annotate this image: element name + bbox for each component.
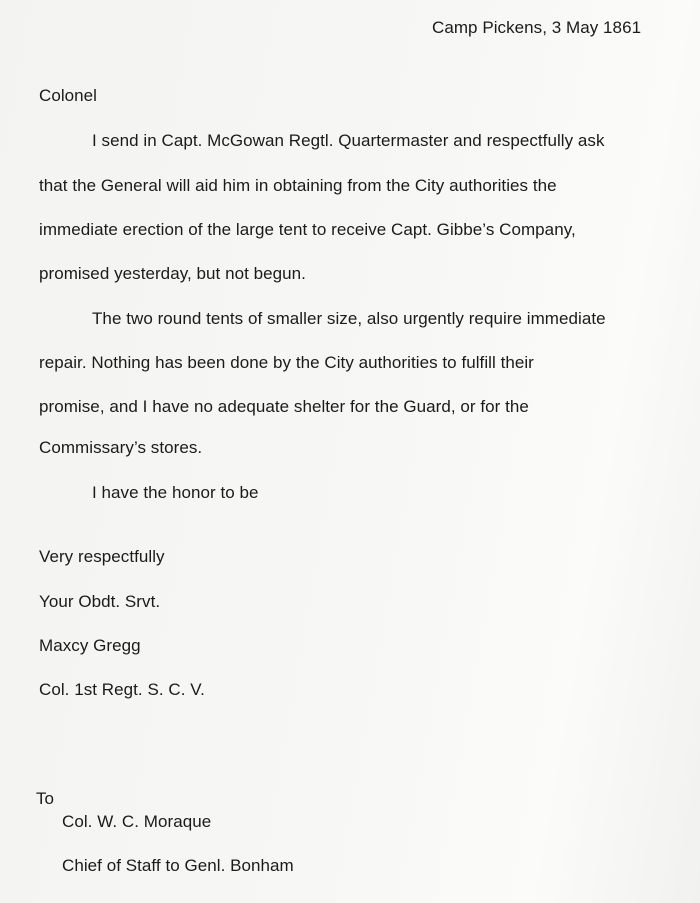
address-to: To	[36, 789, 55, 808]
salutation: Colonel	[39, 86, 97, 105]
closing-line: Very respectfully	[39, 547, 165, 566]
body-line: repair. Nothing has been done by the City authorities to fulfill their	[39, 353, 534, 372]
address-line: Col. W. C. Moraque	[62, 812, 212, 831]
dateline: Camp Pickens, 3 May 1861	[432, 18, 642, 37]
body-line: I have the honor to be	[92, 483, 259, 502]
body-line: The two round tents of smaller size, also urgently require immediate	[92, 309, 606, 328]
address-line: Chief of Staff to Genl. Bonham	[62, 856, 294, 875]
body-line: immediate erection of the large tent to receive Capt. Gibbe’s Company,	[39, 220, 576, 239]
body-line: promised yesterday, but not begun.	[39, 264, 306, 283]
body-line: promise, and I have no adequate shelter for the Guard, or for the	[39, 397, 529, 416]
signature-title: Col. 1st Regt. S. C. V.	[39, 680, 205, 699]
closing-line: Your Obdt. Srvt.	[39, 592, 161, 611]
signature-name: Maxcy Gregg	[39, 636, 141, 655]
body-line: that the General will aid him in obtaining from the City authorities the	[39, 176, 557, 195]
body-line: I send in Capt. McGowan Regtl. Quartermaster and respectfully ask	[92, 131, 605, 150]
body-line: Commissary’s stores.	[39, 438, 203, 457]
